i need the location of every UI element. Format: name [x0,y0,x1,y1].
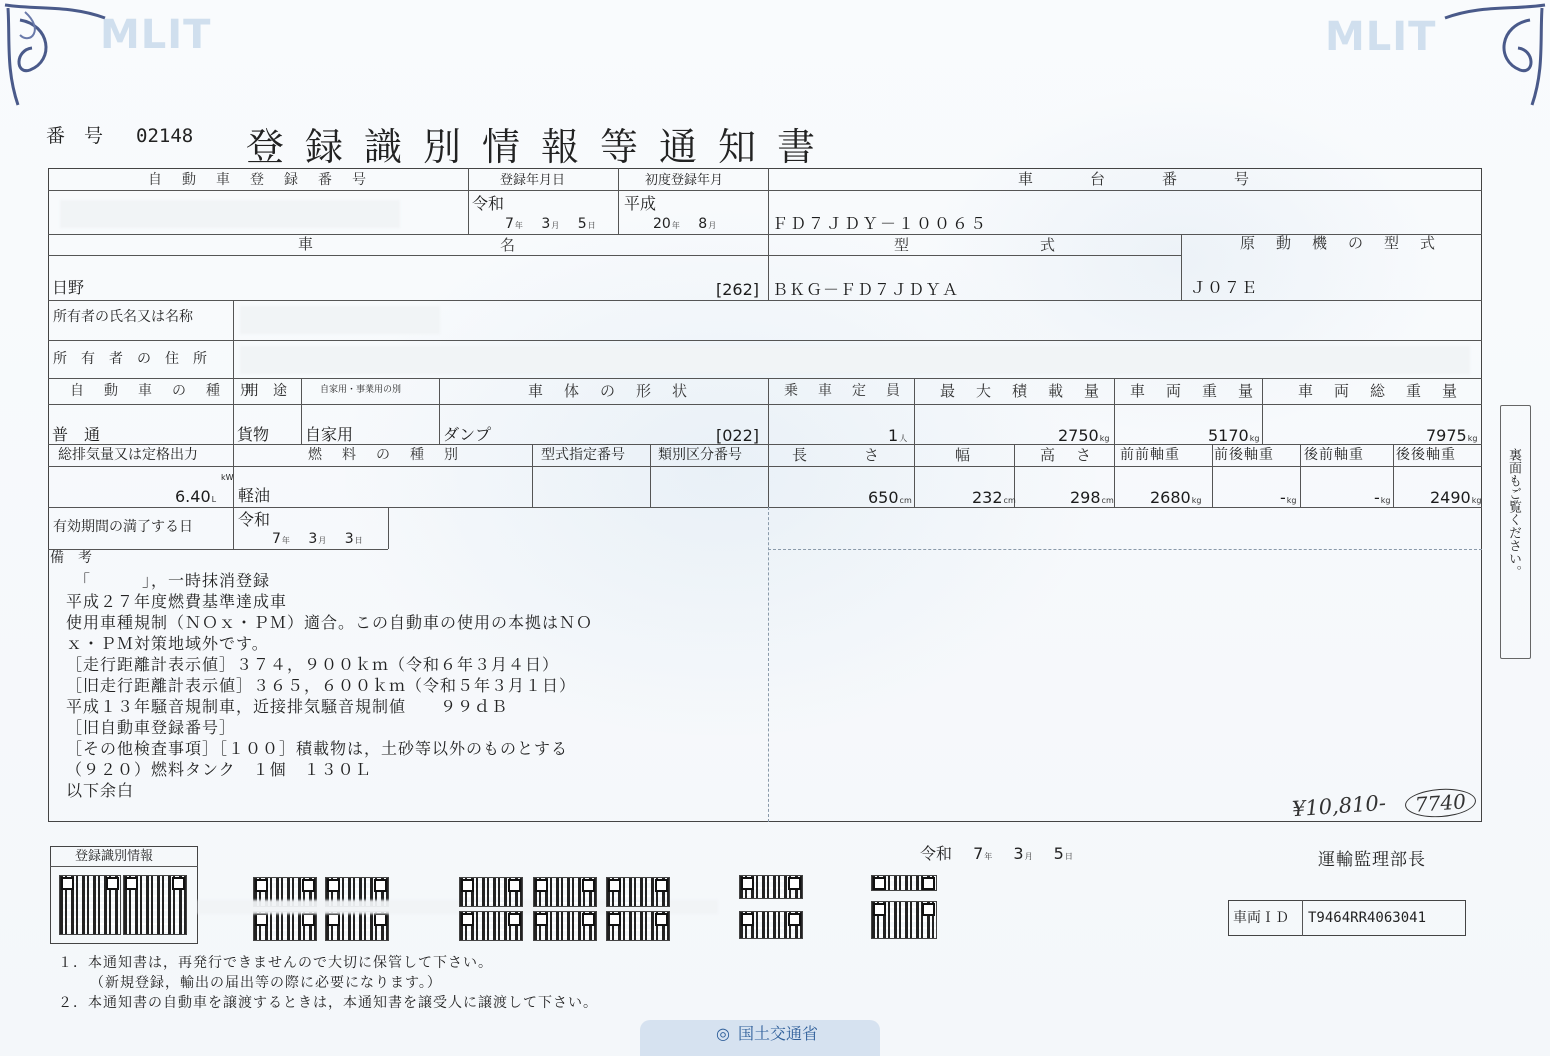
label-capacity: 乗 車 定 員 [784,383,903,399]
unit-kw: kW [221,473,234,482]
number-value: 02148 [136,125,194,147]
label-purpose: 自家用・事業用の別 [320,385,402,395]
reg-date-value: 7年 3月 5日 [505,216,596,232]
body-shape-value: ダンプ [443,425,492,444]
qr-code [60,876,120,934]
gross-weight-value: 7975kg [1426,426,1478,445]
remark-line: 使用車種規制（ＮＯｘ・ＰＭ）適合。この自動車の使用の本拠はＮＯ [66,613,594,632]
vehicle-id-value: T9464RR4063041 [1308,910,1427,926]
label-chassis: 車 台 番 号 [1018,170,1253,188]
label-type-designation: 型式指定番号 [541,447,625,463]
purpose-value: 自家用 [305,425,354,444]
corner-ornament-top-right [1430,0,1550,110]
max-load-value: 2750kg [1058,426,1110,445]
qr-code [460,878,522,906]
remark-line: ［その他検査事項］［１００］積載物は，土砂等以外のものとする [66,739,569,758]
label-registration-info: 登録識別情報 [75,849,154,864]
remark-line: ［旧走行距離計表示値］３６５，６００ｋｍ（令和５年３月１日） [66,676,577,695]
car-code: [262] [716,280,760,299]
qr-code [607,912,669,940]
label-reg-date: 登録年月日 [500,173,566,188]
fr-axle-value: -kg [1280,488,1297,507]
rf-axle-value: -kg [1374,488,1391,507]
qr-code [326,912,388,940]
label-owner-name: 所有者の氏名又は名称 [53,309,193,325]
remark-line: ｘ・ＰＭ対策地域外です。 [66,634,269,653]
remark-line: 以下余白 [66,781,135,800]
rr-axle-value: 2490kg [1430,488,1482,507]
displacement-value: 6.40L [175,487,217,506]
label-vehicle-type: 自 動 車 の 種 別 [70,383,257,399]
note-2: ２．本通知書の自動車を譲渡するときは，本通知書を譲受人に譲渡して下さい。 [58,995,598,1011]
page-title: 登録識別情報等通知書 [246,125,837,169]
reg-era: 令和 [472,194,505,213]
use-value: 貨物 [237,425,270,444]
width-value: 232cm [972,488,1016,507]
body-code: [022] [716,426,760,445]
remark-line: ［旧自動車登録番号］ [66,718,237,737]
ministry-name: 国土交通省 [738,1024,819,1043]
chassis-number: ＦＤ７ＪＤＹ－１００６５ [772,214,989,233]
label-remarks: 備 考 [50,550,92,566]
label-ff-axle: 前前軸重 [1120,447,1180,463]
redacted-owner-address [240,346,1470,374]
qr-code [740,876,802,898]
number-label: 番 号 [46,125,104,147]
remark-line: ［走行距離計表示値］３７４，９００ｋｍ（令和６年３月４日） [66,655,560,674]
label-gross-weight: 車 両 総 重 量 [1298,382,1461,400]
redacted-owner-name [240,306,440,334]
label-vehicle-weight: 車 両 重 量 [1130,382,1257,400]
car-name: 日野 [52,278,85,297]
label-displacement: 総排気量又は定格出力 [58,447,198,463]
label-height: 高 さ [1040,446,1095,464]
label-model-1: 型 [894,236,913,254]
model-value: ＢＫＧ－ＦＤ７ＪＤＹＡ [772,280,960,299]
qr-code [607,878,669,906]
mlit-watermark-right: MLIT [1325,14,1437,60]
label-body-shape: 車 体 の 形 状 [528,382,691,400]
label-rr-axle: 後後軸重 [1396,447,1456,463]
label-reg-number: 自 動 車 登 録 番 号 [148,172,369,188]
issuer: 運輸監理部長 [1318,850,1426,870]
label-first-reg: 初度登録年月 [645,173,724,188]
height-value: 298cm [1070,488,1114,507]
label-use: 用 途 [245,383,287,399]
length-value: 650cm [868,488,912,507]
remark-line: 「 」，一時抹消登録 [74,571,271,590]
remark-line: 平成１３年騒音規制車，近接排気騒音規制値 ９９ｄＢ [66,697,509,716]
label-fr-axle: 前後軸重 [1214,447,1274,463]
reverse-note: 裏面もご覧ください。 [1506,448,1521,578]
label-width: 幅 [955,446,974,464]
qr-code [740,912,802,938]
label-model-2: 式 [1040,236,1059,254]
handwritten-price: ¥10,810- [1291,790,1387,822]
expiry-date-value: 7年 3月 3日 [272,531,363,547]
label-fuel: 燃 料 の 種 別 [308,447,461,463]
vehicle-weight-value: 5170kg [1208,426,1260,445]
vehicle-type-value: 普 通 [52,425,101,444]
note-1: １．本通知書は，再発行できませんので大切に保管して下さい。 [58,955,493,971]
remark-line: （９２０）燃料タンク １個 １３０Ｌ [66,760,372,779]
ff-axle-value: 2680kg [1150,488,1202,507]
label-vehicle-id: 車両ＩＤ [1233,910,1289,926]
fuel-value: 軽油 [238,486,271,505]
label-owner-address: 所 有 者 の 住 所 [53,351,207,367]
issue-date: 令和 7年 3月 5日 [920,844,1073,863]
capacity-value: 1人 [888,426,908,445]
note-1b: （新規登録，輸出の届出等の際に必要になります。） [90,975,442,991]
label-rf-axle: 後前軸重 [1304,447,1364,463]
first-reg-era: 平成 [624,194,657,213]
qr-code [872,902,936,938]
qr-code [872,876,936,890]
qr-code [124,876,186,934]
qr-code [254,912,316,940]
ministry-logo-icon: ◎ [716,1024,730,1043]
label-engine: 原 動 機 の 型 式 [1240,234,1439,252]
qr-code [460,912,522,940]
remarks-block [66,570,766,801]
first-reg-value: 20年 8月 [653,216,717,232]
qr-code [534,878,596,906]
label-expiry: 有効期間の満了する日 [53,519,193,535]
label-car-name-2: 名 [500,236,519,254]
remark-line: 平成２７年度燃費基準達成車 [66,592,288,611]
mlit-watermark-left: MLIT [100,12,212,58]
expiry-era: 令和 [238,510,271,529]
label-max-load: 最 大 積 載 量 [940,382,1103,400]
qr-code [534,912,596,940]
redacted-reg-number [60,200,400,228]
handwritten-circled: 7740 [1404,787,1477,820]
engine-value: Ｊ０７Ｅ [1190,278,1259,297]
label-length: 長 さ [792,446,883,464]
label-car-name-1: 車 [298,235,317,253]
label-category-number: 類別区分番号 [658,447,742,463]
